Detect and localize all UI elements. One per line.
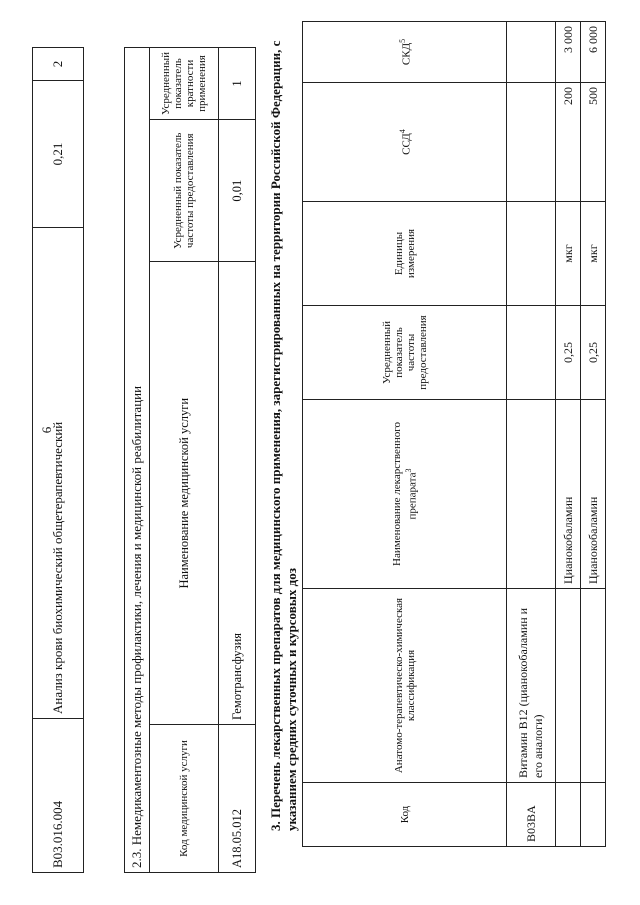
section-title-row [125, 48, 150, 873]
header-frequency: Усредненный показатель частоты предоставления [150, 120, 219, 262]
table-row [581, 22, 606, 847]
ssd-value: 500 [581, 83, 606, 202]
service-code: B03.016.004 [33, 719, 84, 873]
header-ssd: ССД$^4$ [303, 83, 507, 202]
units-value: мкг [581, 202, 606, 306]
drug-name: Цианокобаламин [556, 400, 581, 589]
table-row [219, 48, 256, 873]
section-title: 2.3. Немедикаментозные методы профилактики, лечения и медицинской реабилитации [125, 48, 150, 873]
frequency-value: 0,25 [556, 306, 581, 400]
header-multiplicity: Усредненный показатель кратности применения [150, 48, 219, 120]
service-code: A18.05.012 [219, 725, 256, 873]
section-3-heading: 3. Перечень лекарственных препаратов для медицинского применения, зарегистрированных на территории Российской Федерации, с указанием средних суточных и курсовых доз [268, 40, 299, 831]
group-atc: Витамин B12 (цианокобаламин и его аналоги) [507, 589, 556, 783]
header-code: Код [303, 783, 507, 847]
header-atc: Анатомо-терапевтическо-химическая классификация [303, 589, 507, 783]
footnote-4: 4 [397, 129, 407, 134]
header-skd: СКД$^5$ [303, 22, 507, 83]
header-row [150, 48, 219, 873]
ssd-value: 200 [556, 83, 581, 202]
group-row [507, 22, 556, 847]
service-name: Гемотрансфузия [219, 262, 256, 725]
multiplicity-value: 2 [33, 48, 84, 81]
header-drug: Наименование лекарственного препарата$^3$ [303, 400, 507, 589]
header-units: Единицы измерения [303, 202, 507, 306]
service-name: Анализ крови биохимический общетерапевтический [33, 228, 84, 719]
frequency-value: 0,21 [33, 81, 84, 228]
multiplicity-value: 1 [219, 48, 256, 120]
skd-value: 3 000 [556, 22, 581, 83]
skd-value: 6 000 [581, 22, 606, 83]
table-row [556, 22, 581, 847]
table-row [33, 48, 84, 873]
drugs-table [302, 21, 606, 847]
frequency-value: 0,25 [581, 306, 606, 400]
footnote-3: 3 [403, 468, 413, 473]
drug-name: Цианокобаламин [581, 400, 606, 589]
header-frequency: Усредненный показатель частоты предоставления [303, 306, 507, 400]
units-value: мкг [556, 202, 581, 306]
header-name: Наименование медицинской услуги [150, 262, 219, 725]
frequency-value: 0,01 [219, 120, 256, 262]
footnote-5: 5 [397, 38, 407, 43]
group-code: B03BA [507, 783, 556, 847]
header-row [303, 22, 507, 847]
page-number: 6 [39, 426, 54, 434]
header-code: Код медицинской услуги [150, 725, 219, 873]
services-table-continued [32, 47, 84, 873]
non-drug-methods-table [124, 47, 256, 873]
